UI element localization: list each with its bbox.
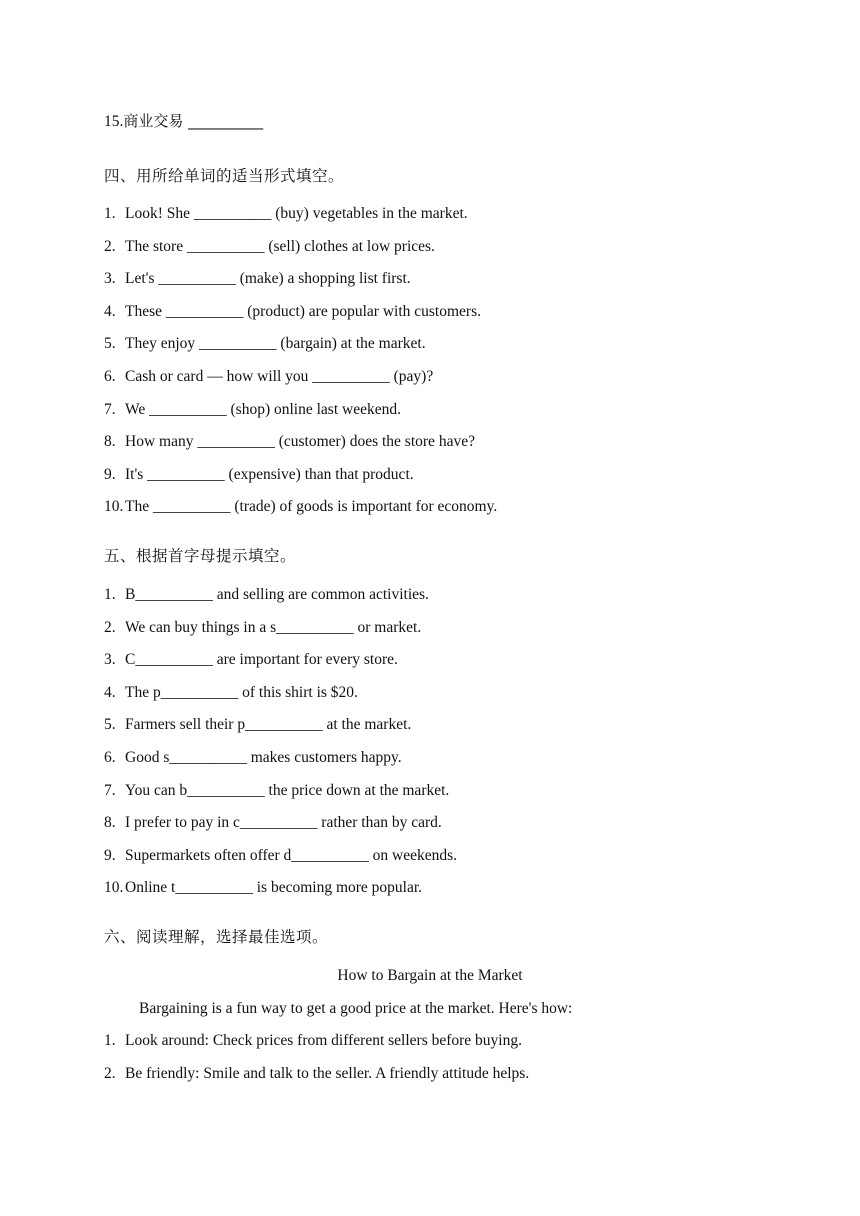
question-item bbox=[104, 715, 411, 735]
question-number: 4. bbox=[104, 684, 116, 701]
question-text: Good s__________ makes customers happy. bbox=[125, 749, 402, 766]
question-number: 9. bbox=[104, 466, 116, 483]
section-heading: 四、用所给单词的适当形式填空。 bbox=[104, 167, 345, 185]
question-text: We can buy things in a s__________ or market. bbox=[125, 619, 422, 636]
question-number: 9. bbox=[104, 847, 116, 864]
question-number: 8. bbox=[104, 814, 116, 831]
question-number: 8. bbox=[104, 433, 116, 450]
question-text: I prefer to pay in c__________ rather than by card. bbox=[125, 814, 442, 831]
question-item bbox=[104, 400, 401, 420]
question-item bbox=[104, 683, 358, 703]
section-heading: 五、根据首字母提示填空。 bbox=[104, 547, 297, 565]
question-item bbox=[104, 878, 422, 898]
question-item bbox=[104, 846, 457, 866]
question-text: Supermarkets often offer d__________ on weekends. bbox=[125, 847, 458, 864]
question-text: How many __________ (customer) does the store have? bbox=[125, 433, 475, 450]
question-item bbox=[104, 269, 411, 289]
list-number: 1. bbox=[104, 1032, 116, 1049]
question-item bbox=[104, 367, 433, 387]
question-number: 4. bbox=[104, 303, 116, 320]
question-text: The __________ (trade) of goods is important for economy. bbox=[125, 498, 498, 515]
question-number: 10. bbox=[104, 879, 124, 896]
question-item bbox=[104, 465, 414, 485]
list-text: Be friendly: Smile and talk to the seller. A friendly attitude helps. bbox=[125, 1065, 530, 1082]
question-item bbox=[104, 237, 435, 257]
question-text: Online t__________ is becoming more popular. bbox=[125, 879, 423, 896]
passage-list-item bbox=[104, 1031, 522, 1051]
list-text: Look around: Check prices from different sellers before buying. bbox=[125, 1032, 522, 1049]
question-item bbox=[104, 650, 398, 670]
question-number: 6. bbox=[104, 368, 116, 385]
question-item bbox=[104, 334, 426, 354]
question-text: The store __________ (sell) clothes at low prices. bbox=[125, 238, 435, 255]
question-item bbox=[104, 748, 402, 768]
question-item bbox=[104, 781, 449, 801]
question-text: We __________ (shop) online last weekend. bbox=[125, 401, 401, 418]
question-text: Look! She __________ (buy) vegetables in the market. bbox=[125, 205, 468, 222]
question-number: 5. bbox=[104, 716, 116, 733]
question-item bbox=[104, 813, 442, 833]
question-number: 2. bbox=[104, 238, 116, 255]
question-number: 15. bbox=[104, 113, 124, 130]
question-text: These __________ (product) are popular with customers. bbox=[125, 303, 481, 320]
question-text: It's __________ (expensive) than that product. bbox=[125, 466, 414, 483]
passage-list-item bbox=[104, 1064, 529, 1084]
question-text: The p__________ of this shirt is $20. bbox=[125, 684, 358, 701]
question-number: 7. bbox=[104, 401, 116, 418]
section-heading: 六、阅读理解，选择最佳选项。 bbox=[104, 928, 329, 946]
question-number: 1. bbox=[104, 586, 116, 603]
question-number: 10. bbox=[104, 498, 124, 515]
question-text: B__________ and selling are common activities. bbox=[125, 586, 429, 603]
question-item bbox=[104, 204, 468, 224]
question-item bbox=[104, 618, 421, 638]
question-number: 5. bbox=[104, 335, 116, 352]
passage-title: How to Bargain at the Market bbox=[337, 967, 523, 984]
question-number: 3. bbox=[104, 270, 116, 287]
question-number: 1. bbox=[104, 205, 116, 222]
question-text: 商业交易 __________ bbox=[123, 112, 264, 130]
question-text: Let's __________ (make) a shopping list first. bbox=[125, 270, 411, 287]
question-text: Cash or card — how will you __________ (pay)? bbox=[125, 368, 434, 385]
question-number: 7. bbox=[104, 782, 116, 799]
question-item bbox=[104, 432, 475, 452]
question-item bbox=[104, 111, 263, 132]
list-number: 2. bbox=[104, 1065, 116, 1082]
passage-intro: Bargaining is a fun way to get a good price at the market. Here's how: bbox=[139, 1000, 573, 1017]
question-text: C__________ are important for every store. bbox=[125, 651, 398, 668]
question-number: 3. bbox=[104, 651, 116, 668]
question-text: They enjoy __________ (bargain) at the market. bbox=[125, 335, 426, 352]
question-item bbox=[104, 302, 481, 322]
question-number: 6. bbox=[104, 749, 116, 766]
question-text: Farmers sell their p__________ at the market. bbox=[125, 716, 412, 733]
question-item bbox=[104, 497, 497, 517]
question-item bbox=[104, 585, 429, 605]
question-text: You can b__________ the price down at the market. bbox=[125, 782, 450, 799]
question-number: 2. bbox=[104, 619, 116, 636]
